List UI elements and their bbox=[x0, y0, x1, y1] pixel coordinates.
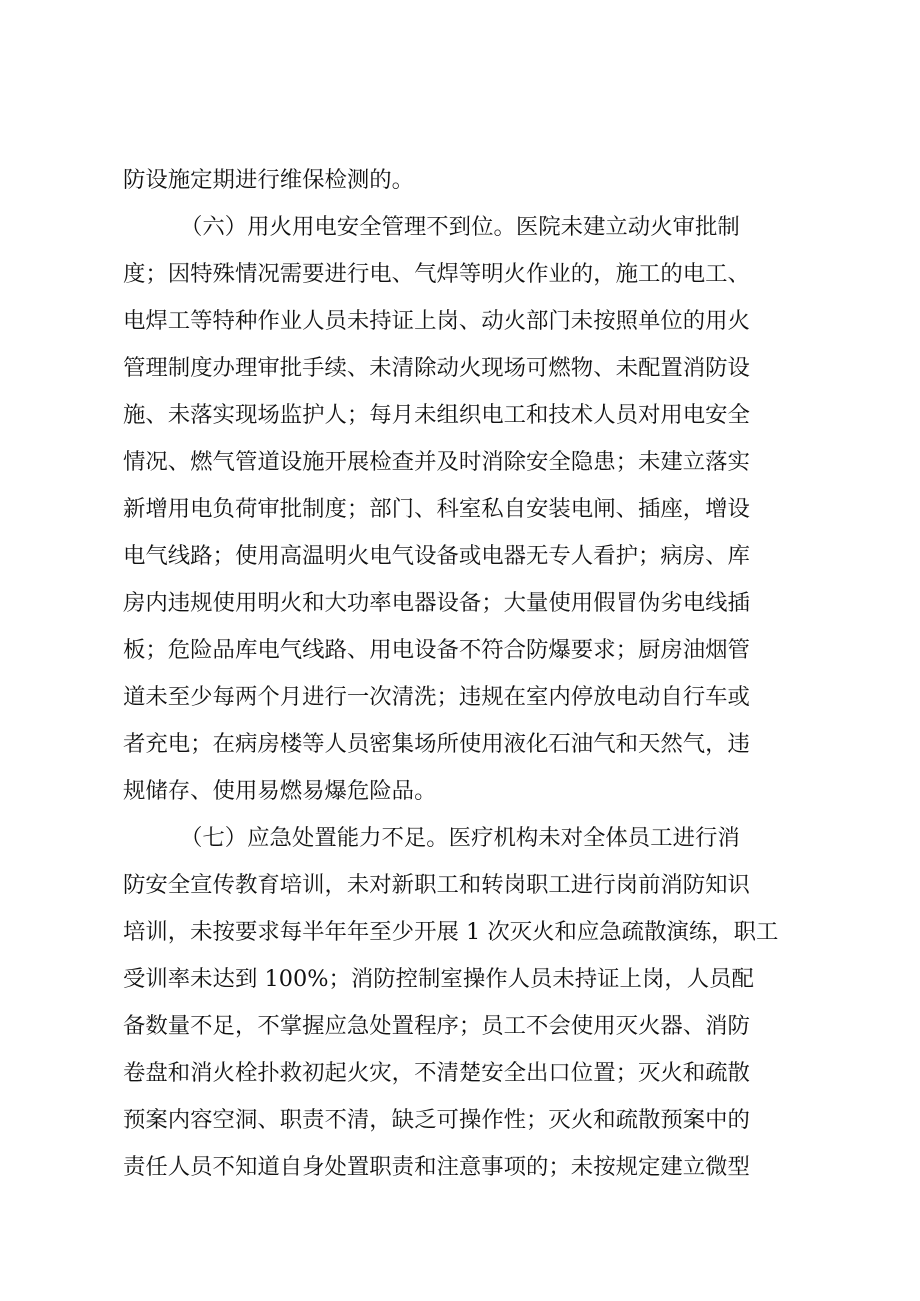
text-line: 电焊工等特种作业人员未持证上岗、动火部门未按照单位的用火 bbox=[123, 308, 750, 334]
text-line: 度；因特殊情况需要进行电、气焊等明火作业的，施工的电工、 bbox=[123, 261, 750, 287]
text-line: 培训，未按要求每半年年至少开展 1 次灭火和应急疏散演练，职工 bbox=[123, 919, 779, 945]
text-line: 道未至少每两个月进行一次清洗；违规在室内停放电动自行车或 bbox=[123, 684, 750, 710]
text-line: 受训率未达到 100%；消防控制室操作人员未持证上岗，人员配 bbox=[123, 966, 754, 992]
text-line: 预案内容空洞、职责不清，缺乏可操作性；灭火和疏散预案中的 bbox=[123, 1107, 750, 1133]
text-line: 者充电；在病房楼等人员密集场所使用液化石油气和天然气，违 bbox=[123, 731, 750, 757]
text-line: 管理制度办理审批手续、未清除动火现场可燃物、未配置消防设 bbox=[123, 355, 750, 381]
text-line: 新增用电负荷审批制度；部门、科室私自安装电闸、插座，增设 bbox=[123, 496, 750, 522]
text-line: 房内违规使用明火和大功率电器设备；大量使用假冒伪劣电线插 bbox=[123, 590, 750, 616]
paragraph-7-heading-line: （七）应急处置能力不足。医疗机构未对全体员工进行消 bbox=[180, 825, 740, 851]
text-line: 卷盘和消火栓扑救初起火灾，不清楚安全出口位置；灭火和疏散 bbox=[123, 1060, 750, 1086]
text-line: 施、未落实现场监护人；每月未组织电工和技术人员对用电安全 bbox=[123, 402, 750, 428]
paragraph-6-heading-line: （六）用火用电安全管理不到位。医院未建立动火审批制 bbox=[180, 214, 740, 240]
text-line: 板；危险品库电气线路、用电设备不符合防爆要求；厨房油烟管 bbox=[123, 637, 750, 663]
text-line: 备数量不足，不掌握应急处置程序；员工不会使用灭火器、消防 bbox=[123, 1013, 750, 1039]
text-line: 电气线路；使用高温明火电气设备或电器无专人看护；病房、库 bbox=[123, 543, 750, 569]
text-line: 责任人员不知道自身处置职责和注意事项的；未按规定建立微型 bbox=[123, 1154, 750, 1180]
text-line: 防设施定期进行维保检测的。 bbox=[123, 167, 415, 193]
text-line: 情况、燃气管道设施开展检查并及时消除安全隐患；未建立落实 bbox=[123, 449, 750, 475]
text-line: 规储存、使用易燃易爆危险品。 bbox=[123, 778, 437, 804]
text-line: 防安全宣传教育培训，未对新职工和转岗职工进行岗前消防知识 bbox=[123, 872, 750, 898]
